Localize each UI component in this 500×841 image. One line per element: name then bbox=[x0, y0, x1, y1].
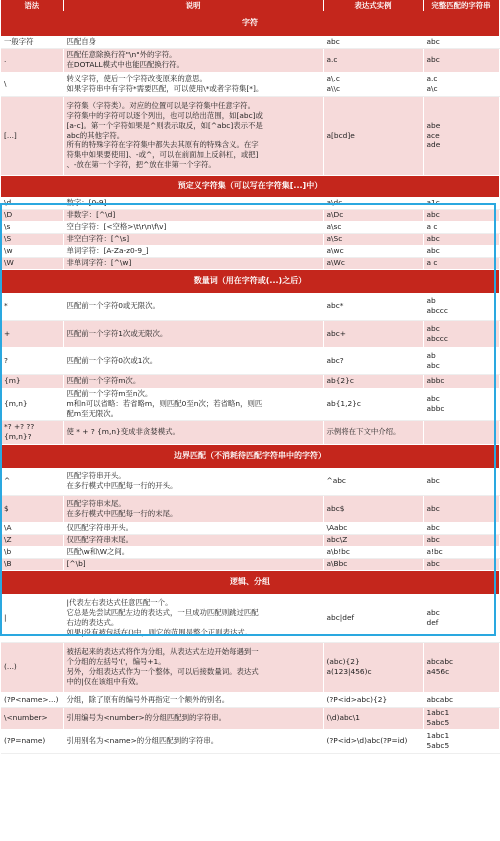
description-cell-line: 匹配字符串末尾。 bbox=[66, 498, 126, 508]
example-cell bbox=[323, 594, 423, 642]
description-cell-line: 另外，分组表达式作为一个整体，可以后接数量词。表达式 bbox=[66, 667, 259, 676]
example-cell-line: ab{2}c bbox=[326, 376, 354, 386]
example-cell bbox=[323, 374, 423, 388]
description-cell bbox=[63, 522, 323, 534]
match-cell bbox=[423, 72, 499, 96]
example-cell-line: a\Bbc bbox=[326, 559, 348, 569]
description-cell-line: 、-放在第一个字符，把^放在非第一个字符。 bbox=[66, 159, 216, 169]
syntax-cell: . bbox=[1, 48, 63, 72]
example-cell bbox=[323, 534, 423, 546]
description-cell-line: |代表左右表达式任意匹配一个。 bbox=[66, 598, 173, 608]
table-row bbox=[1, 692, 499, 707]
example-cell bbox=[323, 729, 423, 753]
description-cell-line: 单词字符：[A-Za-z0-9_] bbox=[66, 246, 149, 256]
description-cell bbox=[63, 558, 323, 570]
example-cell bbox=[323, 48, 423, 72]
example-cell bbox=[323, 420, 423, 444]
example-cell bbox=[323, 320, 423, 347]
match-cell-line: abc bbox=[426, 210, 440, 220]
example-cell-line: abc|def bbox=[326, 612, 355, 622]
match-cell-line: a!bc bbox=[426, 547, 443, 557]
description-cell-line: 空白字符：[<空格>\t\r\n\f\v] bbox=[66, 222, 167, 232]
match-cell-line: a\c bbox=[426, 84, 438, 93]
match-cell-line: def bbox=[426, 617, 439, 627]
table-row bbox=[1, 245, 499, 257]
description-cell-line: 匹配前一个字符1次或无限次。 bbox=[66, 328, 168, 338]
table-row bbox=[1, 707, 499, 729]
description-cell-line: [^\b] bbox=[66, 559, 86, 569]
description-cell-line: 字符集中的字符可以逐个列出，也可以给出范围，如[abc]或 bbox=[66, 111, 263, 121]
example-cell bbox=[323, 36, 423, 48]
description-cell-line: 引用编号为<number>的分组匹配到的字符串。 bbox=[66, 713, 226, 723]
description-cell bbox=[63, 642, 323, 692]
example-cell-line: abc+ bbox=[326, 328, 346, 338]
match-cell-line: a456c bbox=[426, 667, 450, 676]
description-cell-line: 在DOTALL模式中也能匹配换行符。 bbox=[66, 60, 184, 69]
example-cell bbox=[323, 642, 423, 692]
example-cell bbox=[323, 209, 423, 221]
match-cell-line: abc bbox=[426, 476, 440, 486]
description-cell-line: 匹配字符串开头。 bbox=[66, 471, 126, 481]
description-cell-line: 数字：[0-9] bbox=[66, 197, 107, 207]
match-cell-line: abc bbox=[426, 607, 440, 617]
match-cell-line: abc bbox=[426, 523, 440, 533]
syntax-cell: \<number> bbox=[1, 707, 63, 729]
table-row bbox=[1, 374, 499, 388]
example-cell bbox=[323, 347, 423, 374]
description-cell bbox=[63, 546, 323, 558]
section-title: 逻辑、分组 bbox=[1, 570, 499, 594]
table-row bbox=[1, 197, 499, 209]
table-row bbox=[1, 468, 499, 495]
match-cell-line: abc bbox=[426, 535, 440, 545]
column-header-match: 完整匹配的字符串 bbox=[423, 0, 499, 11]
example-cell-line: a.c bbox=[326, 55, 338, 65]
example-cell bbox=[323, 495, 423, 522]
syntax-cell: * bbox=[1, 293, 63, 320]
example-cell bbox=[323, 233, 423, 245]
description-cell-line: 配m至无限次。 bbox=[66, 408, 119, 418]
description-cell bbox=[63, 36, 323, 48]
description-cell-line: 在多行模式中匹配每一行的末尾。 bbox=[66, 508, 178, 518]
description-cell bbox=[63, 320, 323, 347]
match-cell-line: abccc bbox=[426, 333, 448, 343]
example-cell-line: a(123|456)c bbox=[326, 667, 372, 676]
table-row bbox=[1, 36, 499, 48]
description-cell bbox=[63, 388, 323, 420]
example-cell-line: ab{1,2}c bbox=[326, 399, 361, 409]
description-cell-line: 转义字符，使后一个字符改变原来的意思。 bbox=[66, 74, 207, 84]
match-cell-line: abc bbox=[426, 55, 440, 65]
match-cell bbox=[423, 347, 499, 374]
match-cell-line: a c bbox=[426, 222, 438, 232]
description-cell-line: 右边的表达式。 bbox=[66, 617, 119, 627]
syntax-cell: (...) bbox=[1, 642, 63, 692]
description-cell-line: 非空白字符：[^\s] bbox=[66, 234, 130, 244]
match-cell-line: a c bbox=[426, 258, 438, 268]
table-row bbox=[1, 388, 499, 420]
example-cell bbox=[323, 388, 423, 420]
match-cell bbox=[423, 546, 499, 558]
example-cell bbox=[323, 293, 423, 320]
description-cell-line: 匹配自身 bbox=[66, 36, 97, 46]
example-cell-line: abc$ bbox=[326, 503, 345, 513]
description-cell bbox=[63, 197, 323, 209]
table-row bbox=[1, 522, 499, 534]
description-cell bbox=[63, 257, 323, 269]
match-cell-line: 5abc5 bbox=[426, 741, 450, 750]
description-cell-line: 个分组的左括号'('，编号+1。 bbox=[66, 657, 166, 667]
section-title: 字符 bbox=[1, 11, 499, 36]
syntax-cell: ? bbox=[1, 347, 63, 374]
match-cell bbox=[423, 594, 499, 642]
match-cell-line: abc bbox=[426, 323, 440, 333]
description-cell-line: 字符集（字符类）。对应的位置可以是字符集中任意字符。 bbox=[66, 101, 255, 111]
description-cell bbox=[63, 221, 323, 233]
description-cell-line: 被括起来的表达式将作为分组，从表达式左边开始每遇到一 bbox=[66, 647, 259, 657]
match-cell-line: abbc bbox=[426, 376, 445, 386]
match-cell bbox=[423, 558, 499, 570]
match-cell bbox=[423, 36, 499, 48]
example-cell-line: abc* bbox=[326, 301, 344, 311]
example-cell bbox=[323, 468, 423, 495]
description-cell bbox=[63, 293, 323, 320]
description-cell bbox=[63, 96, 323, 175]
description-cell-line: 在多行模式中匹配每一行的开头。 bbox=[66, 481, 178, 491]
match-cell bbox=[423, 374, 499, 388]
syntax-cell: (?P<name>...) bbox=[1, 692, 63, 707]
match-cell bbox=[423, 257, 499, 269]
match-cell bbox=[423, 729, 499, 753]
description-cell-line: 所有的特殊字符在字符集中都失去其原有的特殊含义。在字 bbox=[66, 140, 259, 150]
table-body bbox=[1, 11, 499, 753]
description-cell bbox=[63, 209, 323, 221]
match-cell bbox=[423, 388, 499, 420]
example-cell-line: (\d)abc\1 bbox=[326, 713, 360, 723]
example-cell-line: abc\Z bbox=[326, 535, 348, 545]
column-header-description: 说明 bbox=[63, 0, 323, 11]
example-cell-line: a\\c bbox=[326, 84, 341, 93]
syntax-cell: \S bbox=[1, 233, 63, 245]
table-row bbox=[1, 347, 499, 374]
match-cell bbox=[423, 48, 499, 72]
example-cell-line: a\Sc bbox=[326, 234, 343, 244]
section-header-row bbox=[1, 175, 499, 197]
table-row bbox=[1, 221, 499, 233]
syntax-cell: (?P=name) bbox=[1, 729, 63, 753]
example-cell bbox=[323, 257, 423, 269]
example-cell-line: a\Wc bbox=[326, 258, 345, 268]
description-cell bbox=[63, 534, 323, 546]
syntax-cell: \s bbox=[1, 221, 63, 233]
table-row bbox=[1, 495, 499, 522]
match-cell bbox=[423, 197, 499, 209]
example-cell-line: (abc){2} bbox=[326, 657, 360, 667]
syntax-cell: + bbox=[1, 320, 63, 347]
column-header-syntax: 语法 bbox=[1, 0, 63, 11]
match-cell-line: ab bbox=[426, 296, 436, 306]
example-cell bbox=[323, 522, 423, 534]
match-cell bbox=[423, 692, 499, 707]
description-cell bbox=[63, 420, 323, 444]
match-cell bbox=[423, 522, 499, 534]
example-cell bbox=[323, 546, 423, 558]
syntax-cell: 一般字符 bbox=[1, 36, 63, 48]
syntax-cell: | bbox=[1, 594, 63, 642]
description-cell bbox=[63, 347, 323, 374]
example-cell bbox=[323, 558, 423, 570]
table-row bbox=[1, 642, 499, 692]
section-title: 边界匹配（不消耗待匹配字符串中的字符） bbox=[1, 444, 499, 468]
example-cell bbox=[323, 197, 423, 209]
section-title: 数量词（用在字符或(...)之后） bbox=[1, 269, 499, 293]
syntax-cell: \ bbox=[1, 72, 63, 96]
syntax-cell: $ bbox=[1, 495, 63, 522]
description-cell bbox=[63, 374, 323, 388]
column-header-example: 表达式实例 bbox=[323, 0, 423, 11]
section-title: 预定义字符集（可以写在字符集[...]中） bbox=[1, 175, 499, 197]
example-cell-line: a\wc bbox=[326, 246, 344, 256]
match-cell bbox=[423, 293, 499, 320]
description-cell-line: 仅匹配字符串开头。 bbox=[66, 523, 134, 533]
description-cell-line: 匹配前一个字符m次。 bbox=[66, 376, 141, 386]
example-cell-line: abc bbox=[326, 36, 340, 46]
example-cell-line: a\b!bc bbox=[326, 547, 350, 557]
description-cell-line: 如果字符串中有字符*需要匹配，可以使用\*或者字符集[*]。 bbox=[66, 84, 264, 93]
match-cell-line: abc bbox=[426, 36, 440, 46]
description-cell-line: 匹配前一个字符m至n次。 bbox=[66, 389, 153, 399]
example-cell-line: \Aabc bbox=[326, 523, 348, 533]
syntax-cell: \b bbox=[1, 546, 63, 558]
syntax-cell: \W bbox=[1, 257, 63, 269]
match-cell-line: 1abc1 bbox=[426, 708, 450, 718]
match-cell-line: ace bbox=[426, 130, 440, 140]
match-cell-line: abcabc bbox=[426, 694, 454, 704]
match-cell-line: abc bbox=[426, 503, 440, 513]
example-cell bbox=[323, 96, 423, 175]
table-row bbox=[1, 546, 499, 558]
example-cell-line: ^abc bbox=[326, 476, 346, 486]
description-cell-line: 分组，除了原有的编号外再指定一个额外的别名。 bbox=[66, 694, 230, 704]
example-cell-line: (?P<id>\d)abc(?P=id) bbox=[326, 736, 408, 746]
description-cell bbox=[63, 468, 323, 495]
match-cell bbox=[423, 96, 499, 175]
example-cell-line: a[bcd]e bbox=[326, 130, 355, 140]
match-cell-line: ab bbox=[426, 350, 436, 360]
example-cell bbox=[323, 245, 423, 257]
example-cell-line: a\sc bbox=[326, 222, 342, 232]
description-cell-line: 使 * + ? {m,n}变成非贪婪模式。 bbox=[66, 427, 180, 437]
description-cell-line: 非数字：[^\d] bbox=[66, 210, 116, 220]
match-cell-line: 5abc5 bbox=[426, 718, 450, 727]
syntax-cell: \D bbox=[1, 209, 63, 221]
match-cell-line: abc bbox=[426, 360, 440, 370]
description-cell bbox=[63, 707, 323, 729]
example-cell bbox=[323, 692, 423, 707]
syntax-cell: [...] bbox=[1, 96, 63, 175]
example-cell bbox=[323, 72, 423, 96]
match-cell bbox=[423, 420, 499, 444]
match-cell-line: 1abc1 bbox=[426, 731, 450, 741]
description-cell-line: 匹配任意除换行符"\n"外的字符。 bbox=[66, 50, 177, 60]
description-cell bbox=[63, 729, 323, 753]
match-cell-line: abc bbox=[426, 394, 440, 404]
description-cell-line: 匹配\w和\W之间。 bbox=[66, 547, 130, 557]
syntax-cell: {m} bbox=[1, 374, 63, 388]
match-cell bbox=[423, 233, 499, 245]
table-row bbox=[1, 534, 499, 546]
example-cell bbox=[323, 221, 423, 233]
match-cell-line: abc bbox=[426, 234, 440, 244]
description-cell-line: 匹配前一个字符0次或1次。 bbox=[66, 355, 158, 365]
match-cell bbox=[423, 209, 499, 221]
table-row bbox=[1, 257, 499, 269]
regex-syntax-table bbox=[1, 0, 500, 754]
table-row bbox=[1, 420, 499, 444]
match-cell-line: abcabc bbox=[426, 657, 454, 667]
match-cell-line: ade bbox=[426, 140, 441, 150]
syntax-cell: \w bbox=[1, 245, 63, 257]
match-cell bbox=[423, 320, 499, 347]
description-cell bbox=[63, 245, 323, 257]
example-cell bbox=[323, 707, 423, 729]
description-cell-line: 匹配前一个字符0或无限次。 bbox=[66, 301, 160, 311]
section-header-row bbox=[1, 444, 499, 468]
section-header-row bbox=[1, 11, 499, 36]
table-row bbox=[1, 293, 499, 320]
match-cell bbox=[423, 707, 499, 729]
section-header-row bbox=[1, 269, 499, 293]
description-cell bbox=[63, 594, 323, 642]
match-cell bbox=[423, 534, 499, 546]
description-cell bbox=[63, 72, 323, 96]
section-header-row bbox=[1, 570, 499, 594]
match-cell bbox=[423, 468, 499, 495]
table-row bbox=[1, 233, 499, 245]
example-cell-line: a\Dc bbox=[326, 210, 344, 220]
match-cell-line: a1c bbox=[426, 197, 440, 207]
description-cell-line: 如果|没有被包括在()中，则它的范围是整个正则表达式。 bbox=[66, 627, 253, 637]
match-cell-line: abbc bbox=[426, 404, 445, 413]
example-cell-line: abc? bbox=[326, 355, 344, 365]
syntax-cell: \B bbox=[1, 558, 63, 570]
table-row bbox=[1, 209, 499, 221]
syntax-cell: \d bbox=[1, 197, 63, 209]
description-cell-line: 仅匹配字符串末尾。 bbox=[66, 535, 134, 545]
example-cell-line: a\.c bbox=[326, 74, 340, 84]
match-cell-line: abccc bbox=[426, 306, 448, 316]
match-cell bbox=[423, 245, 499, 257]
table-row bbox=[1, 48, 499, 72]
match-cell bbox=[423, 495, 499, 522]
description-cell bbox=[63, 692, 323, 707]
match-cell bbox=[423, 221, 499, 233]
description-cell-line: [a-c]。第一个字符如果是^则表示取反，如[^abc]表示不是 bbox=[66, 120, 263, 130]
table-row bbox=[1, 72, 499, 96]
match-cell-line: abc bbox=[426, 559, 440, 569]
syntax-cell: *? +? ?? {m,n}? bbox=[1, 420, 63, 444]
syntax-cell: \A bbox=[1, 522, 63, 534]
description-cell-line: 中的|仅在该组中有效。 bbox=[66, 676, 143, 686]
description-cell-line: 它总是先尝试匹配左边的表达式，一旦成功匹配则跳过匹配 bbox=[66, 607, 259, 617]
match-cell-line: a.c bbox=[426, 74, 438, 84]
table-header-row bbox=[1, 0, 499, 11]
match-cell-line: abc bbox=[426, 246, 440, 256]
description-cell-line: 符集中如果要使用]、-或^，可以在前面加上反斜杠，或把] bbox=[66, 150, 259, 160]
example-cell-line: a\dc bbox=[326, 197, 343, 207]
table-row bbox=[1, 320, 499, 347]
syntax-cell: ^ bbox=[1, 468, 63, 495]
table-row bbox=[1, 558, 499, 570]
description-cell bbox=[63, 233, 323, 245]
example-cell-line: (?P<id>abc){2} bbox=[326, 694, 388, 704]
match-cell bbox=[423, 642, 499, 692]
match-cell-line: abe bbox=[426, 120, 441, 130]
description-cell-line: 引用别名为<name>的分组匹配到的字符串。 bbox=[66, 736, 219, 746]
description-cell bbox=[63, 48, 323, 72]
description-cell-line: m和n可以省略：若省略m，则匹配0至n次；若省略n，则匹 bbox=[66, 399, 263, 409]
description-cell-line: abc的其他字符。 bbox=[66, 130, 125, 140]
description-cell bbox=[63, 495, 323, 522]
table-row bbox=[1, 594, 499, 642]
syntax-cell: {m,n} bbox=[1, 388, 63, 420]
table-row bbox=[1, 729, 499, 753]
table-row bbox=[1, 96, 499, 175]
description-cell-line: 非单词字符：[^\w] bbox=[66, 258, 132, 268]
example-cell-line: 示例将在下文中介绍。 bbox=[326, 427, 401, 437]
syntax-cell: \Z bbox=[1, 534, 63, 546]
